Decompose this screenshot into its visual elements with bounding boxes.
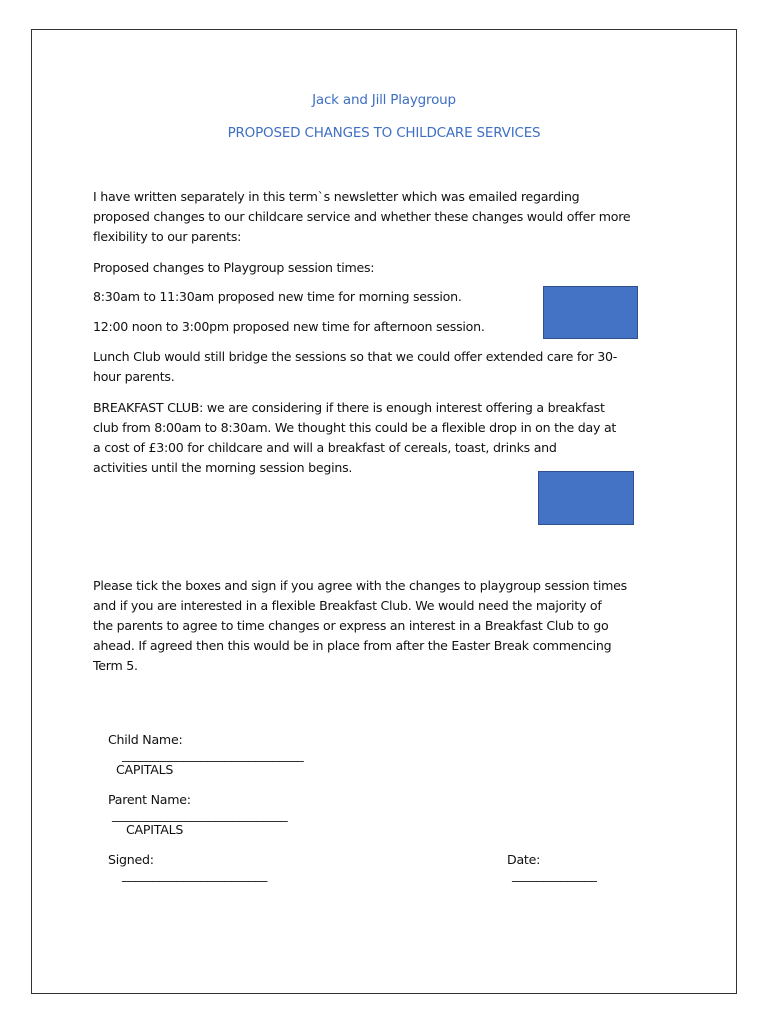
afternoon-session-text: 12:00 noon to 3:00pm proposed new time for afternoon session. [93, 319, 485, 334]
signed-row [93, 837, 267, 897]
document-subtitle: PROPOSED CHANGES TO CHILDCARE SERVICES [227, 125, 541, 141]
document-title: Jack and Jill Playgroup [312, 92, 456, 108]
date-field[interactable]: ______________ [512, 867, 597, 882]
breakfast-club-tickbox[interactable] [538, 471, 634, 525]
parent-name-field[interactable]: _____________________________ [112, 807, 288, 822]
lunch-club-paragraph: Lunch Club would still bridge the sessions so that we could offer extended care for 30- hour parents. [93, 349, 618, 384]
breakfast-club-paragraph: BREAKFAST CLUB: we are considering if there is enough interest offering a breakfast club from 8:00am to 8:30am. We thought this could be a flexible drop in on the day at a cost of £3:00 for childcare and will a breakfast of cereals, toast, drinks and activities until the morning session begins. [93, 400, 617, 475]
signature-field[interactable]: ________________________ [122, 867, 268, 882]
date-row [492, 837, 597, 897]
instructions-paragraph: Please tick the boxes and sign if you agree with the changes to playgroup session times and if you are interested in a flexible Breakfast Club. We would need the majority of the parents to agree to time changes or express an interest in a Breakfast Club to go ahead. If agreed then this would be in place from after the Easter Break commencing Term 5. [93, 578, 627, 673]
child-name-field[interactable]: ______________________________ [122, 747, 304, 762]
morning-session-text: 8:30am to 11:30am proposed new time for morning session. [93, 289, 462, 304]
document-page [31, 29, 737, 994]
child-name-label: Child Name: [108, 732, 183, 747]
date-label: Date: [507, 852, 541, 867]
intro-paragraph: I have written separately in this term`s newsletter which was emailed regarding proposed changes to our childcare service and whether these changes would offer more flexibility to our parents: [93, 189, 631, 244]
signed-label: Signed: [108, 852, 154, 867]
parent-name-note: CAPITALS [126, 822, 184, 837]
child-name-note: CAPITALS [116, 762, 174, 777]
session-times-tickbox[interactable] [543, 286, 638, 339]
proposed-heading: Proposed changes to Playgroup session times: [93, 260, 375, 275]
parent-name-label: Parent Name: [108, 792, 191, 807]
